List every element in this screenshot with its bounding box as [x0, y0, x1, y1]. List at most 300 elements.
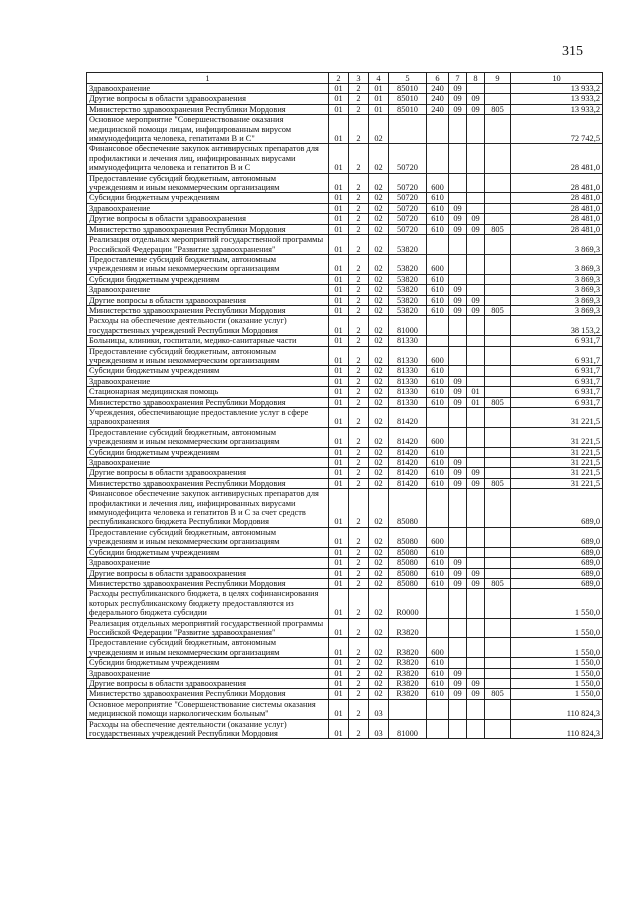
code-subprogram: 2: [349, 173, 369, 193]
row-description: Другие вопросы в области здравоохранения: [87, 468, 329, 478]
code-program: 01: [329, 203, 349, 213]
column-header: 8: [467, 73, 485, 84]
table-row: [87, 678, 603, 688]
code-direction: R0000: [389, 589, 427, 618]
code-direction: 50720: [389, 224, 427, 234]
row-amount: 1 550,0: [511, 618, 603, 638]
code-event: 02: [369, 397, 389, 407]
code-event: 02: [369, 527, 389, 547]
code-subprogram: 2: [349, 678, 369, 688]
code-subsection: [467, 193, 485, 203]
code-direction: [389, 699, 427, 719]
code-expense-type: 600: [427, 427, 449, 447]
code-section: [449, 427, 467, 447]
code-subsection: 01: [467, 397, 485, 407]
code-expense-type: [427, 336, 449, 346]
code-direction: 81420: [389, 427, 427, 447]
code-subprogram: 2: [349, 618, 369, 638]
code-program: 01: [329, 658, 349, 668]
row-description: Больницы, клиники, госпитали, медико-санитарные части: [87, 336, 329, 346]
code-expense-type: 600: [427, 527, 449, 547]
code-program: 01: [329, 274, 349, 284]
code-subsection: [467, 376, 485, 386]
table-row: [87, 224, 603, 234]
code-direction: R3820: [389, 658, 427, 668]
code-subsection: [467, 527, 485, 547]
code-expense-type: [427, 489, 449, 528]
row-description: Министерство здравоохранения Республики Мордовия: [87, 478, 329, 488]
column-header: 5: [389, 73, 427, 84]
column-header: 9: [485, 73, 511, 84]
code-direction: 81330: [389, 336, 427, 346]
code-section: 09: [449, 558, 467, 568]
row-amount: 3 869,3: [511, 254, 603, 274]
row-amount: 3 869,3: [511, 274, 603, 284]
row-amount: 6 931,7: [511, 397, 603, 407]
code-direction: 81330: [389, 397, 427, 407]
code-program: 01: [329, 376, 349, 386]
row-amount: 31 221,5: [511, 408, 603, 428]
row-description: Здравоохранение: [87, 203, 329, 213]
code-event: 02: [369, 336, 389, 346]
row-amount: 28 481,0: [511, 193, 603, 203]
code-direction: 85010: [389, 94, 427, 104]
row-description: Основное мероприятие "Совершенствование системы оказания медицинской помощи наркологическим больным": [87, 699, 329, 719]
table-row: [87, 489, 603, 528]
table-row: [87, 719, 603, 739]
code-event: 02: [369, 568, 389, 578]
code-subsection: 09: [467, 468, 485, 478]
code-subprogram: 2: [349, 274, 369, 284]
code-program: 01: [329, 527, 349, 547]
code-subprogram: 2: [349, 224, 369, 234]
code-event: 02: [369, 376, 389, 386]
code-direction: 81330: [389, 376, 427, 386]
code-subprogram: 2: [349, 578, 369, 588]
code-event: 02: [369, 254, 389, 274]
row-description: Расходы на обеспечение деятельности (оказание услуг) государственных учреждений Республики Мордовия: [87, 719, 329, 739]
code-subprogram: 2: [349, 94, 369, 104]
table-row: [87, 285, 603, 295]
row-description: Здравоохранение: [87, 376, 329, 386]
code-program: 01: [329, 104, 349, 114]
code-expense-type: 610: [427, 387, 449, 397]
code-program: 01: [329, 144, 349, 173]
code-event: 02: [369, 547, 389, 557]
code-event: 02: [369, 203, 389, 213]
code-subprogram: 2: [349, 346, 369, 366]
code-event: 02: [369, 447, 389, 457]
code-subprogram: 2: [349, 668, 369, 678]
row-description: Предоставление субсидий бюджетным, автономным учреждениям и иным некоммерческим организациям: [87, 527, 329, 547]
row-description: Стационарная медицинская помощь: [87, 387, 329, 397]
column-header: 4: [369, 73, 389, 84]
row-amount: 1 550,0: [511, 689, 603, 699]
code-subsection: [467, 285, 485, 295]
row-amount: 689,0: [511, 527, 603, 547]
code-expense-type: 240: [427, 84, 449, 94]
code-event: 02: [369, 578, 389, 588]
code-event: 03: [369, 699, 389, 719]
code-subsection: [467, 668, 485, 678]
code-direction: 81000: [389, 316, 427, 336]
code-section: [449, 193, 467, 203]
code-program: 01: [329, 84, 349, 94]
code-expense-type: 610: [427, 468, 449, 478]
code-section: [449, 589, 467, 618]
code-subsection: [467, 719, 485, 739]
code-event: 02: [369, 427, 389, 447]
row-amount: 689,0: [511, 489, 603, 528]
code-ministry: [485, 458, 511, 468]
table-row: [87, 547, 603, 557]
code-subsection: 09: [467, 104, 485, 114]
code-ministry: [485, 144, 511, 173]
code-section: [449, 274, 467, 284]
table-row: [87, 366, 603, 376]
code-subprogram: 2: [349, 214, 369, 224]
row-description: Другие вопросы в области здравоохранения: [87, 295, 329, 305]
code-ministry: [485, 193, 511, 203]
table-row: [87, 193, 603, 203]
row-description: Предоставление субсидий бюджетным, автономным учреждениям и иным некоммерческим организациям: [87, 638, 329, 658]
code-expense-type: [427, 408, 449, 428]
code-direction: 50720: [389, 203, 427, 213]
code-ministry: [485, 527, 511, 547]
code-direction: R3820: [389, 638, 427, 658]
row-amount: 1 550,0: [511, 589, 603, 618]
code-event: 02: [369, 478, 389, 488]
row-amount: 28 481,0: [511, 173, 603, 193]
code-direction: 53820: [389, 285, 427, 295]
code-direction: 81330: [389, 346, 427, 366]
code-ministry: [485, 658, 511, 668]
code-ministry: [485, 94, 511, 104]
code-subprogram: 2: [349, 427, 369, 447]
row-description: Здравоохранение: [87, 84, 329, 94]
code-program: 01: [329, 366, 349, 376]
code-direction: 81330: [389, 366, 427, 376]
code-event: 02: [369, 305, 389, 315]
code-direction: 85010: [389, 104, 427, 114]
code-direction: 81000: [389, 719, 427, 739]
row-amount: 31 221,5: [511, 447, 603, 457]
row-amount: 110 824,3: [511, 699, 603, 719]
code-direction: 85080: [389, 547, 427, 557]
code-subsection: 01: [467, 387, 485, 397]
code-ministry: [485, 489, 511, 528]
code-expense-type: 610: [427, 689, 449, 699]
row-amount: 6 931,7: [511, 336, 603, 346]
code-expense-type: 610: [427, 458, 449, 468]
row-amount: 1 550,0: [511, 638, 603, 658]
table-row: [87, 254, 603, 274]
code-subsection: [467, 547, 485, 557]
code-expense-type: [427, 144, 449, 173]
row-amount: 3 869,3: [511, 285, 603, 295]
row-amount: 13 933,2: [511, 84, 603, 94]
row-amount: 31 221,5: [511, 478, 603, 488]
table-row: [87, 305, 603, 315]
code-subsection: [467, 427, 485, 447]
code-subsection: 09: [467, 478, 485, 488]
row-description: Предоставление субсидий бюджетным, автономным учреждениям и иным некоммерческим организациям: [87, 427, 329, 447]
code-expense-type: 610: [427, 568, 449, 578]
code-event: 02: [369, 214, 389, 224]
code-ministry: [485, 668, 511, 678]
table-row: [87, 173, 603, 193]
code-section: 09: [449, 578, 467, 588]
code-event: 02: [369, 224, 389, 234]
code-ministry: [485, 346, 511, 366]
row-description: Реализация отдельных мероприятий государственной программы Российской Федерации "Развитие здравоохранения": [87, 235, 329, 255]
code-program: 01: [329, 285, 349, 295]
code-event: 02: [369, 235, 389, 255]
table-row: [87, 527, 603, 547]
code-section: [449, 254, 467, 274]
code-subprogram: 2: [349, 527, 369, 547]
table-row: [87, 336, 603, 346]
code-ministry: [485, 285, 511, 295]
code-section: 09: [449, 94, 467, 104]
code-subprogram: 2: [349, 568, 369, 578]
code-program: 01: [329, 478, 349, 488]
row-amount: 6 931,7: [511, 346, 603, 366]
code-subprogram: 2: [349, 547, 369, 557]
code-section: [449, 489, 467, 528]
code-subsection: 09: [467, 678, 485, 688]
code-program: 01: [329, 305, 349, 315]
code-event: 02: [369, 193, 389, 203]
code-subprogram: 2: [349, 305, 369, 315]
row-description: Основное мероприятие "Совершенствование оказания медицинской помощи лицам, инфицированным вирусом иммунодефицита человека, гепатитами В и С": [87, 115, 329, 144]
code-ministry: [485, 387, 511, 397]
code-section: 09: [449, 285, 467, 295]
code-subprogram: 2: [349, 84, 369, 94]
code-section: 09: [449, 305, 467, 315]
code-ministry: [485, 366, 511, 376]
code-program: 01: [329, 468, 349, 478]
row-description: Субсидии бюджетным учреждениям: [87, 547, 329, 557]
code-expense-type: 610: [427, 285, 449, 295]
code-expense-type: 240: [427, 94, 449, 104]
code-ministry: 805: [485, 397, 511, 407]
table-row: [87, 397, 603, 407]
code-subprogram: 2: [349, 316, 369, 336]
code-subsection: [467, 447, 485, 457]
table-row: [87, 689, 603, 699]
code-subprogram: 2: [349, 193, 369, 203]
code-program: 01: [329, 316, 349, 336]
row-description: Финансовое обеспечение закупок антивирусных препаратов для профилактики и лечения лиц, инфицированных вирусами иммунодефицита человека и гепатитов В и С за счет средств республиканского бюджета Республики Мордовия: [87, 489, 329, 528]
code-event: 03: [369, 719, 389, 739]
budget-table: [86, 72, 603, 739]
code-program: 01: [329, 408, 349, 428]
table-row: [87, 214, 603, 224]
row-description: Предоставление субсидий бюджетным, автономным учреждениям и иным некоммерческим организациям: [87, 254, 329, 274]
code-section: 09: [449, 397, 467, 407]
code-subsection: [467, 458, 485, 468]
code-program: 01: [329, 447, 349, 457]
code-ministry: [485, 568, 511, 578]
code-section: [449, 235, 467, 255]
code-program: 01: [329, 719, 349, 739]
code-expense-type: 600: [427, 346, 449, 366]
table-row: [87, 699, 603, 719]
code-expense-type: [427, 235, 449, 255]
code-expense-type: 610: [427, 274, 449, 284]
code-subprogram: 2: [349, 719, 369, 739]
code-expense-type: 610: [427, 214, 449, 224]
code-expense-type: [427, 589, 449, 618]
code-direction: 81420: [389, 447, 427, 457]
row-amount: 3 869,3: [511, 305, 603, 315]
code-event: 02: [369, 366, 389, 376]
code-expense-type: 610: [427, 558, 449, 568]
code-ministry: [485, 376, 511, 386]
code-program: 01: [329, 699, 349, 719]
code-expense-type: 600: [427, 638, 449, 658]
table-row: [87, 427, 603, 447]
code-event: 02: [369, 558, 389, 568]
code-ministry: [485, 214, 511, 224]
table-row: [87, 387, 603, 397]
column-header: 1: [87, 73, 329, 84]
code-event: 02: [369, 468, 389, 478]
row-description: Министерство здравоохранения Республики Мордовия: [87, 578, 329, 588]
code-event: 02: [369, 285, 389, 295]
code-section: 09: [449, 84, 467, 94]
code-subprogram: 2: [349, 366, 369, 376]
code-program: 01: [329, 235, 349, 255]
code-section: [449, 719, 467, 739]
table-row: [87, 84, 603, 94]
code-ministry: [485, 558, 511, 568]
code-ministry: [485, 618, 511, 638]
code-subprogram: 2: [349, 376, 369, 386]
table-body: [87, 84, 603, 739]
row-amount: 689,0: [511, 578, 603, 588]
code-direction: 85080: [389, 568, 427, 578]
code-ministry: [485, 699, 511, 719]
code-expense-type: 610: [427, 578, 449, 588]
row-description: Субсидии бюджетным учреждениям: [87, 274, 329, 284]
row-description: Другие вопросы в области здравоохранения: [87, 678, 329, 688]
code-subprogram: 2: [349, 336, 369, 346]
code-section: [449, 618, 467, 638]
table-row: [87, 115, 603, 144]
code-direction: R3820: [389, 678, 427, 688]
code-ministry: [485, 678, 511, 688]
code-ministry: 805: [485, 104, 511, 114]
code-subsection: [467, 658, 485, 668]
code-subsection: [467, 84, 485, 94]
row-description: Расходы на обеспечение деятельности (оказание услуг) государственных учреждений Республики Мордовия: [87, 316, 329, 336]
code-section: [449, 699, 467, 719]
code-subprogram: 2: [349, 447, 369, 457]
code-section: [449, 173, 467, 193]
code-subprogram: 2: [349, 144, 369, 173]
row-amount: 28 481,0: [511, 144, 603, 173]
table-row: [87, 316, 603, 336]
table-row: [87, 408, 603, 428]
code-program: 01: [329, 668, 349, 678]
code-program: 01: [329, 568, 349, 578]
row-description: Предоставление субсидий бюджетным, автономным учреждениям и иным некоммерческим организациям: [87, 346, 329, 366]
code-section: 09: [449, 203, 467, 213]
code-program: 01: [329, 387, 349, 397]
code-subprogram: 2: [349, 489, 369, 528]
table-row: [87, 658, 603, 668]
row-amount: 28 481,0: [511, 224, 603, 234]
row-description: Здравоохранение: [87, 285, 329, 295]
code-section: [449, 638, 467, 658]
row-description: Субсидии бюджетным учреждениям: [87, 193, 329, 203]
table-row: [87, 295, 603, 305]
code-event: 02: [369, 346, 389, 366]
table-row: [87, 478, 603, 488]
table-row: [87, 578, 603, 588]
code-subprogram: 2: [349, 478, 369, 488]
code-program: 01: [329, 346, 349, 366]
column-header: 10: [511, 73, 603, 84]
code-direction: 50720: [389, 144, 427, 173]
row-amount: 110 824,3: [511, 719, 603, 739]
code-subprogram: 2: [349, 658, 369, 668]
code-subsection: 09: [467, 94, 485, 104]
code-ministry: [485, 316, 511, 336]
code-expense-type: [427, 618, 449, 638]
code-event: 02: [369, 689, 389, 699]
table-row: [87, 458, 603, 468]
code-subsection: [467, 235, 485, 255]
code-section: [449, 346, 467, 366]
code-subprogram: 2: [349, 558, 369, 568]
code-expense-type: 610: [427, 193, 449, 203]
code-ministry: [485, 719, 511, 739]
code-subsection: 09: [467, 295, 485, 305]
code-section: [449, 547, 467, 557]
code-event: 02: [369, 638, 389, 658]
code-ministry: [485, 254, 511, 274]
code-direction: 81420: [389, 408, 427, 428]
code-ministry: [485, 115, 511, 144]
code-direction: 85080: [389, 558, 427, 568]
code-direction: 85080: [389, 527, 427, 547]
code-ministry: [485, 203, 511, 213]
row-amount: 6 931,7: [511, 387, 603, 397]
code-direction: 85080: [389, 578, 427, 588]
code-direction: 81420: [389, 468, 427, 478]
code-subsection: 09: [467, 689, 485, 699]
code-expense-type: 240: [427, 104, 449, 114]
code-direction: 85010: [389, 84, 427, 94]
row-description: Министерство здравоохранения Республики Мордовия: [87, 689, 329, 699]
code-subsection: [467, 115, 485, 144]
code-program: 01: [329, 638, 349, 658]
code-subprogram: 2: [349, 468, 369, 478]
code-program: 01: [329, 489, 349, 528]
code-expense-type: 610: [427, 478, 449, 488]
code-subprogram: 2: [349, 689, 369, 699]
row-description: Министерство здравоохранения Республики Мордовия: [87, 397, 329, 407]
row-amount: 13 933,2: [511, 104, 603, 114]
code-expense-type: 610: [427, 224, 449, 234]
code-section: [449, 115, 467, 144]
code-ministry: [485, 447, 511, 457]
code-expense-type: 610: [427, 305, 449, 315]
row-amount: 31 221,5: [511, 468, 603, 478]
